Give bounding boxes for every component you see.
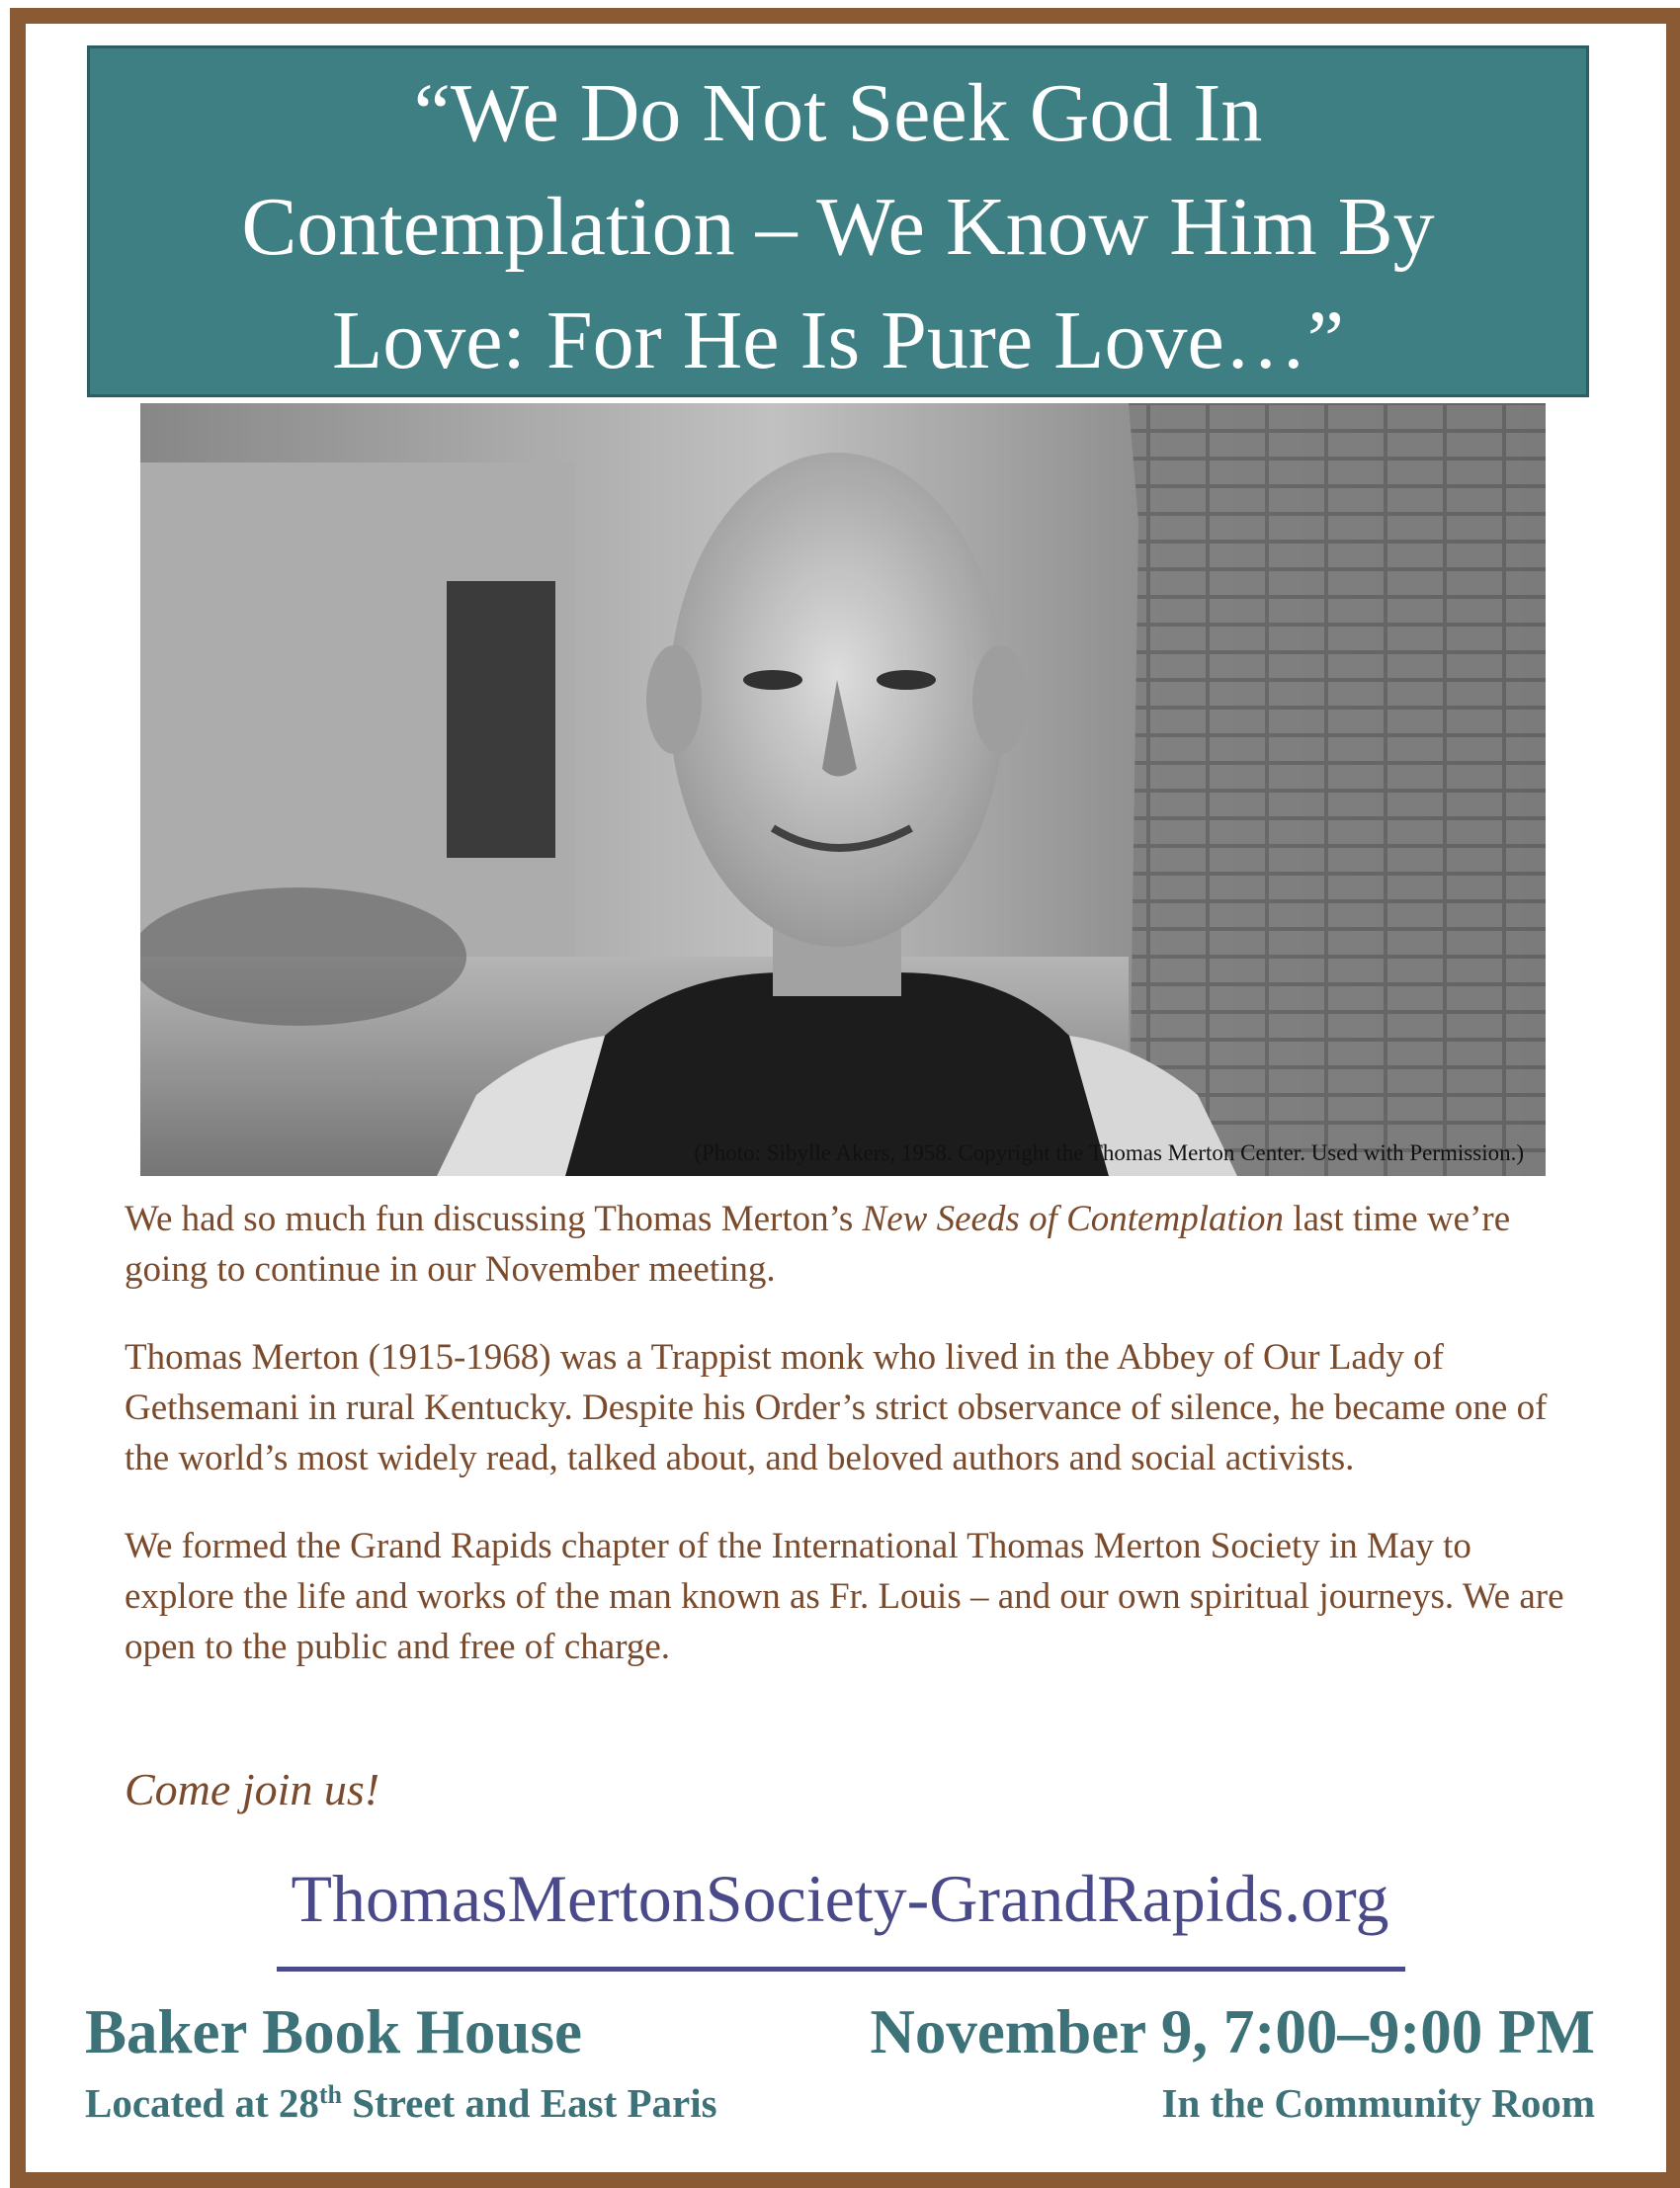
divider [277, 1967, 1405, 1972]
photo-credit: (Photo: Sibylle Akers, 1958. Copyright the Thomas Merton Center. Used with Permission.) [694, 1140, 1524, 1165]
paragraph-3: We formed the Grand Rapids chapter of the International Thomas Merton Society in May to explore the life and works of the man known as Fr. Louis – and our own spiritual journeys. We are open to the public and free of charge. [125, 1526, 1564, 1667]
venue-name: Baker Book House [85, 1997, 582, 2066]
book-title: New Seeds of Contemplation [862, 1199, 1285, 1239]
quote-banner [87, 45, 1589, 397]
paragraph-2: Thomas Merton (1915-1968) was a Trappist monk who lived in the Abbey of Our Lady of Gethsemani in rural Kentucky. Despite his Order’s strict observance of silence, he became one of the world’s most widely read, talked about, and beloved authors and social activists. [125, 1337, 1548, 1478]
paragraph-1-end: last time we’re going to continue in our November meeting. [125, 1199, 1511, 1290]
portrait-illustration [140, 403, 1546, 1176]
portrait-photo [140, 403, 1546, 1176]
website-url[interactable]: ThomasMertonSociety-GrandRapids.org [291, 1861, 1389, 1936]
venue-location-ordinal: th [318, 2080, 342, 2109]
paragraph-1 [125, 1194, 1577, 1295]
body-text [125, 1194, 1577, 1710]
quote-line-1: “We Do Not Seek God In [413, 67, 1263, 159]
venue-location-prefix: Located at 28 [85, 2080, 319, 2126]
quote-line-2: Contemplation – We Know Him By [241, 181, 1435, 273]
quote-line-3: Love: For He Is Pure Love…” [331, 295, 1345, 386]
venue-location [85, 2079, 717, 2127]
paragraph-1-start: We had so much fun discussing Thomas Merton’s [125, 1199, 863, 1239]
venue-location-suffix: Street and East Paris [341, 2080, 717, 2126]
event-room: In the Community Room [1161, 2080, 1595, 2126]
event-date-time: November 9, 7:00–9:00 PM [870, 1997, 1595, 2066]
call-to-action: Come join us! [125, 1764, 380, 1814]
